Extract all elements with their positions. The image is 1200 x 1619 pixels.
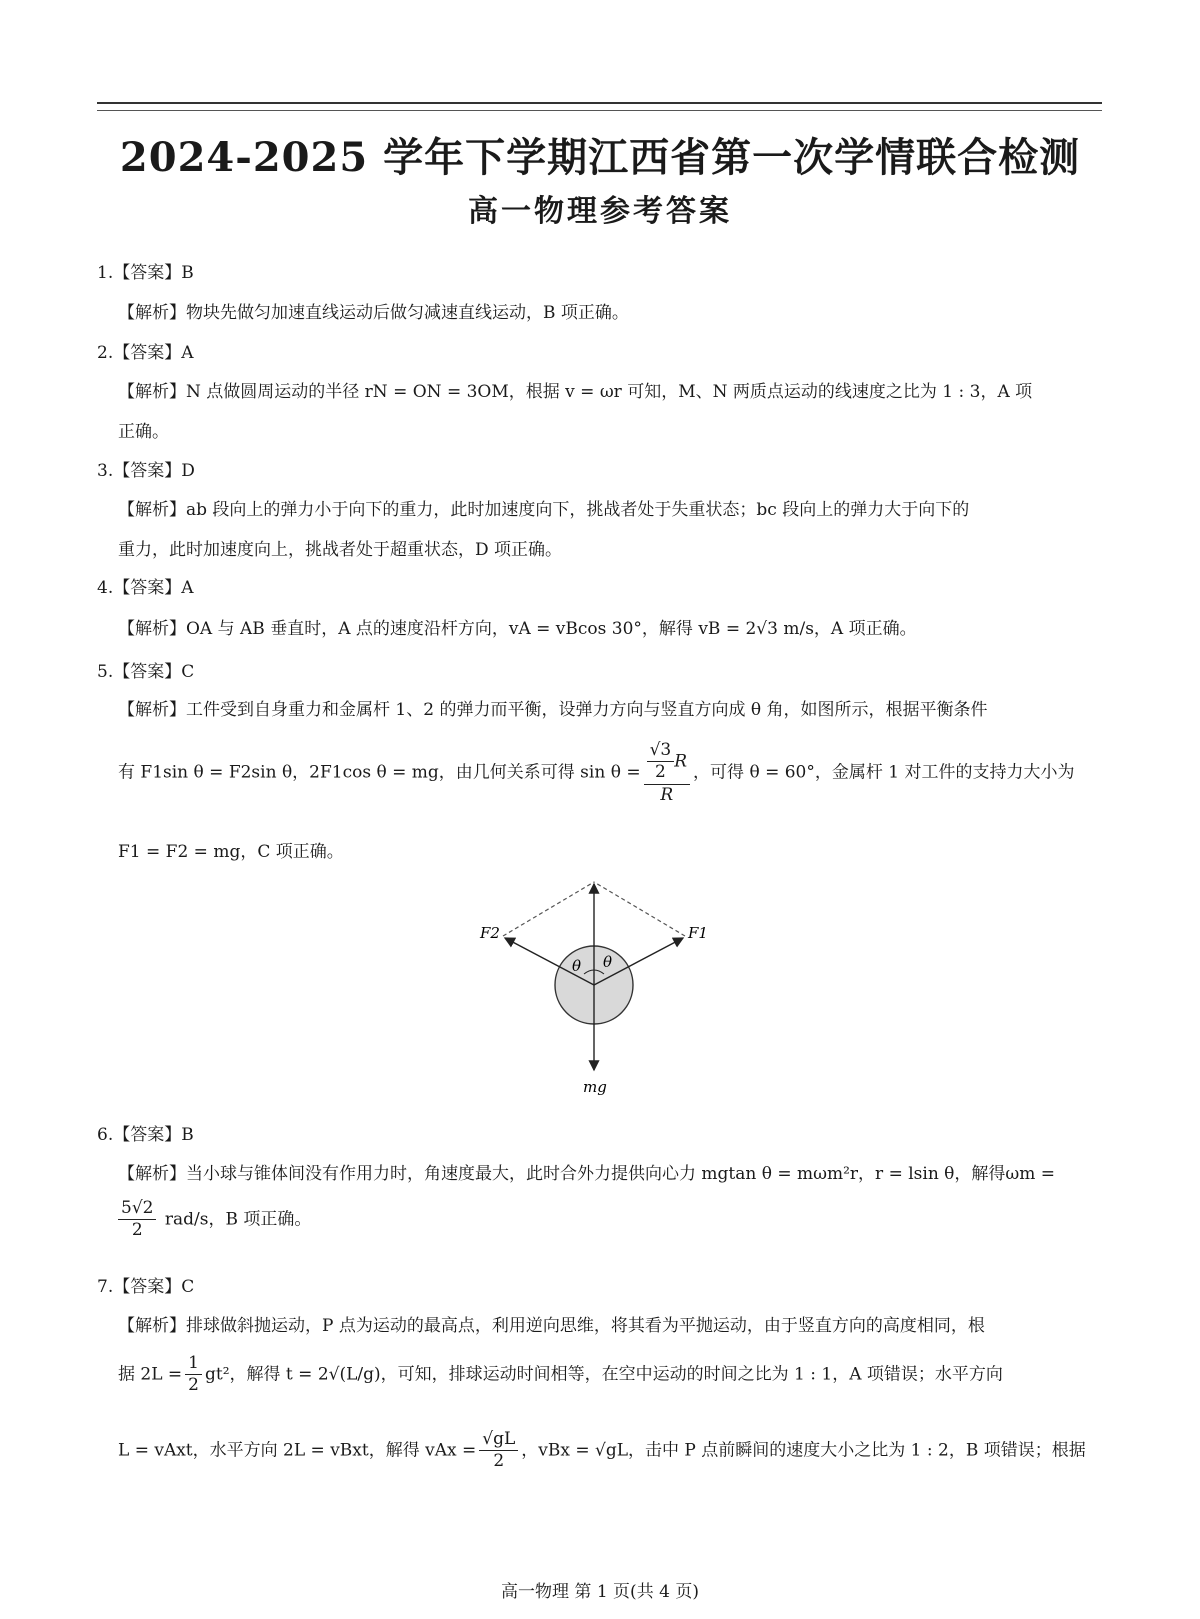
theta-right-label: θ bbox=[603, 953, 613, 971]
q7-line3-end: ，vBx = √gL，击中 P 点前瞬间的速度大小之比为 1 : 2，B 项错误；根据 bbox=[521, 1440, 1086, 1461]
q6-answer: 6.【答案】B bbox=[97, 1125, 194, 1145]
q7-half-fraction bbox=[185, 1353, 202, 1397]
q5-line2-end: ，可得 θ = 60°，金属杆 1 对工件的支持力大小为 bbox=[693, 762, 1075, 783]
q1-explanation-line1: 【解析】物块先做匀加速直线运动后做匀减速直线运动，B 项正确。 bbox=[118, 303, 629, 323]
q5-den: R bbox=[660, 784, 674, 805]
q7-half-num: 1 bbox=[185, 1353, 202, 1375]
header-rule-thick bbox=[97, 102, 1102, 104]
q7-line2-mid: gt²，解得 t = 2√(L/g) bbox=[205, 1364, 381, 1385]
q6-explanation-line2 bbox=[118, 1198, 311, 1242]
q5-explanation-line2 bbox=[118, 740, 1075, 806]
page-title: 2024-2025 学年下学期江西省第一次学情联合检测 bbox=[119, 134, 1081, 181]
q7-explanation-line2 bbox=[118, 1353, 1003, 1397]
q1-answer: 1.【答案】B bbox=[97, 263, 194, 283]
q3-answer: 3.【答案】D bbox=[97, 461, 195, 481]
q3-explanation-line2: 重力，此时加速度向上，挑战者处于超重状态，D 项正确。 bbox=[118, 540, 563, 560]
q5-num-tail: R bbox=[674, 751, 688, 772]
q7-vax-fraction bbox=[479, 1429, 518, 1473]
q5-explanation-line3: F1 = F2 = mg，C 项正确。 bbox=[118, 842, 344, 862]
q5-inner-den: 2 bbox=[654, 762, 666, 783]
q7-vax-den: 2 bbox=[493, 1451, 505, 1472]
q7-line3-start: L = vAxt，水平方向 2L = vBxt，解得 vAx = bbox=[118, 1440, 477, 1461]
q2-answer: 2.【答案】A bbox=[97, 343, 194, 363]
dashed-line-right bbox=[594, 882, 685, 936]
f1-label: F1 bbox=[688, 924, 708, 942]
page-subtitle: 高一物理参考答案 bbox=[468, 194, 732, 229]
q3-explanation-line1: 【解析】ab 段向上的弹力小于向下的重力，此时加速度向下，挑战者处于失重状态；bc 段向上的弹力大于向下的 bbox=[118, 500, 970, 520]
q7-answer: 7.【答案】C bbox=[97, 1277, 195, 1297]
dashed-line-left bbox=[503, 882, 594, 936]
q5-line2-start: 有 F1sin θ = F2sin θ，2F1cos θ = mg，由几何关系可得 sin θ = bbox=[118, 762, 641, 783]
q4-answer: 4.【答案】A bbox=[97, 578, 194, 598]
q5-sin-fraction bbox=[644, 740, 690, 806]
q2-explanation-line1: 【解析】N 点做圆周运动的半径 rN = ON = 3OM，根据 v = ωr 可知，M、N 两质点运动的线速度之比为 1 : 3，A 项 bbox=[118, 382, 1033, 402]
header-rule-thin bbox=[97, 110, 1102, 111]
q6-frac-num: 5√2 bbox=[118, 1198, 156, 1220]
q7-vax-num: √gL bbox=[479, 1429, 518, 1451]
q6-frac-den: 2 bbox=[131, 1220, 143, 1241]
q7-line2-start: 据 2L = bbox=[118, 1364, 183, 1385]
q6-omega-fraction bbox=[118, 1198, 156, 1242]
f2-label: F2 bbox=[480, 924, 500, 942]
q6-line2-text: rad/s，B 项正确。 bbox=[159, 1209, 312, 1230]
q6-explanation-line1: 【解析】当小球与锥体间没有作用力时，角速度最大，此时合外力提供向心力 mgtan θ = mωm²r，r = lsin θ，解得ωm = bbox=[118, 1164, 1056, 1184]
q7-explanation-line3 bbox=[118, 1429, 1086, 1473]
q5-explanation-line1: 【解析】工件受到自身重力和金属杆 1、2 的弹力而平衡，设弹力方向与竖直方向成 θ 角，如图所示，根据平衡条件 bbox=[118, 700, 988, 720]
mg-label: mg bbox=[583, 1078, 607, 1096]
q5-inner-num: √3 bbox=[647, 740, 675, 762]
q2-explanation-line2: 正确。 bbox=[118, 422, 169, 442]
q7-explanation-line1: 【解析】排球做斜抛运动，P 点为运动的最高点，利用逆向思维，将其看为平抛运动，由于竖直方向的高度相同，根 bbox=[118, 1316, 985, 1336]
theta-left-label: θ bbox=[572, 957, 582, 975]
q4-explanation-line1: 【解析】OA 与 AB 垂直时，A 点的速度沿杆方向，vA = vBcos 30°，解得 vB = 2√3 m/s，A 项正确。 bbox=[118, 619, 917, 639]
q7-line2-end: ，可知，排球运动时间相等，在空中运动的时间之比为 1 : 1，A 项错误；水平方向 bbox=[380, 1364, 1003, 1385]
force-diagram bbox=[470, 870, 720, 1100]
q5-answer: 5.【答案】C bbox=[97, 662, 195, 682]
q7-half-den: 2 bbox=[188, 1375, 199, 1396]
page-footer: 高一物理 第 1 页(共 4 页) bbox=[501, 1582, 699, 1602]
